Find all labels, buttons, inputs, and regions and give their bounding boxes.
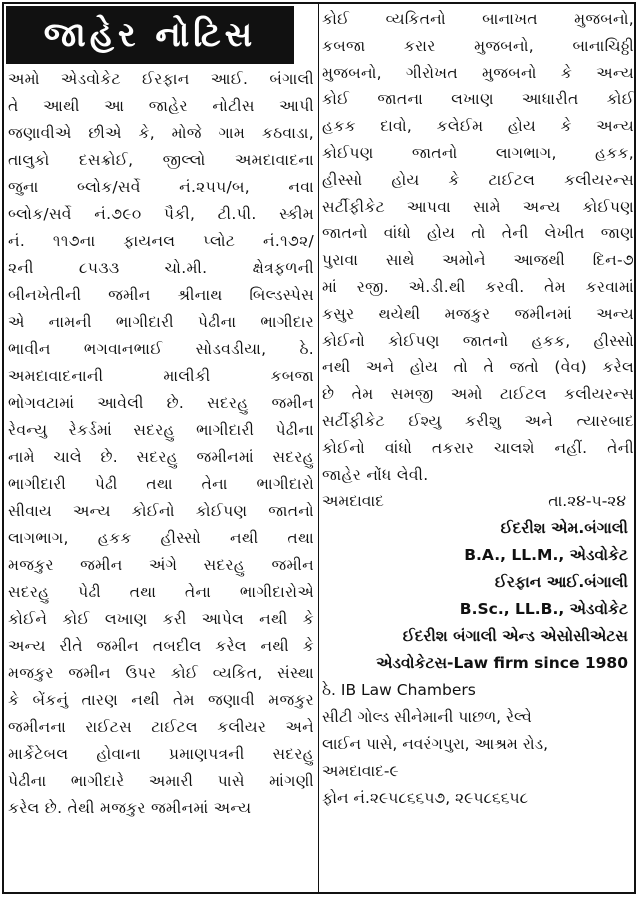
address-line: અમદાવાદ-૯ bbox=[322, 762, 399, 781]
text-line: કોઈને કોઈ લખાણ કરી આપેલ નથી કે bbox=[8, 610, 314, 628]
address-line: સીટી ગોલ્ડ સીનેમાની પાછળ, રેલ્વે bbox=[322, 708, 532, 727]
text-line: એ નામની ભાગીદારી પેઢીના ભાગીદાર bbox=[8, 313, 314, 331]
text-line: જાહેર નોંધ લેવી. bbox=[322, 465, 429, 484]
text-line: પેઢીના ભાગીદારે અમારી પાસે માંગણી bbox=[8, 772, 314, 790]
text-line: ભાગીદારી પેઢી તથા તેના ભાગીદારો bbox=[8, 475, 314, 493]
address-line: લાઈન પાસે, નવરંગપુરા, આશ્રમ રોડ, bbox=[322, 735, 549, 754]
notice-date: તા.૨૪-૫-૨૪ bbox=[548, 492, 626, 511]
text-line: ૨ની ૮૫૩૩ ચો.મી. ક્ષેત્રફળની bbox=[8, 259, 314, 277]
advocate2-name: ઈરફાન આઈ.બંગાલી bbox=[494, 573, 628, 592]
text-line: હકક દાવો, કલેઈમ હોય કે અન્ય bbox=[322, 117, 634, 136]
text-line: જમીનના રાઈટસ ટાઈટલ કલીયર અને bbox=[8, 718, 314, 736]
text-line: કરેલ છે. તેથી મજકુર જમીનમાં અન્ય bbox=[8, 799, 252, 817]
text-line: રેવન્યુ રેકર્ડમાં સદરહુ ભાગીદારી પેઢીના bbox=[8, 421, 314, 439]
text-line: કોઈનો કોઈપણ જાતનો હકક, હીસ્સો bbox=[322, 331, 634, 350]
text-line: લાગભાગ, હકક હીસ્સો નથી તથા bbox=[8, 529, 314, 547]
left-column bbox=[8, 66, 314, 822]
advocate1-name: ઈદરીશ એમ.બંગાલી bbox=[500, 519, 628, 538]
text-line: ભોગવટામાં આવેલી છે. સદરહુ જમીન bbox=[8, 394, 314, 412]
text-line: અમો એડવોકેટ ઈરફાન આઈ. બંગાલી bbox=[8, 70, 314, 88]
firm-name: ઈદરીશ બંગાલી એન્ડ એસોસીએટસ bbox=[402, 627, 628, 646]
right-column bbox=[322, 6, 634, 812]
text-line: અન્ય રીતે જમીન તબદીલ કરેલ નથી કે bbox=[8, 637, 314, 655]
text-line: જુના બ્લોક/સર્વે નં.૨૫૫/બ, નવા bbox=[8, 178, 314, 196]
text-line: તાલુકો દસક્રોઈ, જીલ્લો અમદાવાદના bbox=[8, 151, 314, 169]
text-line: જણાવીએ છીએ કે, મોજે ગામ કઠવાડા, bbox=[8, 124, 314, 142]
text-line: ભાવીન ભગવાનભાઈ સોડવડીયા, ઠે. bbox=[8, 340, 314, 358]
text-line: સદરહુ પેઢી તથા તેના ભાગીદારોએ bbox=[8, 583, 314, 601]
phone-numbers: ફોન નં.૨૯૫૮૬૬૫૭, ૨૯૫૮૬૬૫૮ bbox=[322, 789, 529, 808]
place: અમદાવાદ bbox=[322, 492, 384, 511]
column-divider bbox=[318, 4, 319, 892]
text-line: હીસ્સો હોય કે ટાઈટલ કલીયરન્સ bbox=[322, 170, 634, 189]
text-line: પુરાવા સાથે અમોને આજથી દિન-૭ bbox=[322, 251, 634, 270]
text-line: અમદાવાદનાની માલીકી કબજા bbox=[8, 367, 314, 385]
text-line: નથી અને હોય તો તે જતો (વેવ) કરેલ bbox=[322, 358, 634, 377]
text-line: જાતનો વાંધો હોય તો તેની લેખીત જાણ bbox=[322, 224, 634, 243]
text-line: કોઈનો વાંધો તકરાર ચાલશે નહીં. તેની bbox=[322, 438, 634, 457]
text-line: કબજા કરાર મુજબનો, બાનાચિઠ્ઠી bbox=[322, 36, 634, 55]
text-line: સર્ટીફીકેટ આપવા સામે અન્ય કોઈપણ bbox=[322, 197, 634, 216]
place-date-row bbox=[322, 488, 634, 515]
advocate1-degree: B.A., LL.M., એડવોકેટ bbox=[464, 546, 628, 565]
text-line: માં રજી. એ.ડી.થી કરવી. તેમ કરવામાં bbox=[322, 277, 634, 296]
text-line: કોઈ વ્યકિતનો બાનાખત મુજબનો, bbox=[322, 10, 634, 28]
text-line: મુજબનો, ગીરોખત મુજબનો કે અન્ય bbox=[322, 63, 634, 82]
text-line: બ્લોક/સર્વે નં.૭૯૦ પૈકી, ટી.પી. સ્કીમ bbox=[8, 205, 314, 223]
firm-tagline: એડવોકેટસ-Law firm since 1980 bbox=[376, 654, 628, 673]
text-line: નં. ૧૧૭ના ફાયનલ પ્લોટ નં.૧૭૨/ bbox=[8, 232, 314, 250]
text-line: સીવાય અન્ય કોઈનો કોઈપણ જાતનો bbox=[8, 502, 314, 520]
chambers: ઠે. IB Law Chambers bbox=[322, 681, 476, 700]
text-line: કોઈપણ જાતનો લાગભાગ, હકક, bbox=[322, 143, 634, 162]
text-line: કસુર થયેથી મજકુર જમીનમાં અન્ય bbox=[322, 304, 634, 323]
text-line: કોઈ જાતના લખાણ આધારીત કોઈ bbox=[322, 90, 634, 109]
text-line: કે બેંકનું તારણ નથી તેમ જણાવી મજકુર bbox=[8, 691, 314, 709]
text-line: નામે ચાલે છે. સદરહુ જમીનમાં સદરહુ bbox=[8, 448, 314, 466]
text-line: મજકુર જમીન ઉપર કોઈ વ્યકિત, સંસ્થા bbox=[8, 664, 314, 682]
text-line: માર્કેટેબલ હોવાના પ્રમાણપત્રની સદરહુ bbox=[8, 745, 314, 763]
signature-block bbox=[322, 488, 634, 812]
text-line: સર્ટીફીકેટ ઈશ્યુ કરીશુ અને ત્યારબાદ bbox=[322, 411, 634, 430]
text-line: બીનખેતીની જમીન શ્રીનાથ બિલ્ડસ્પેસ bbox=[8, 286, 314, 304]
advocate2-degree: B.Sc., LL.B., એડવોકેટ bbox=[459, 600, 628, 619]
notice-title-banner: જાહેર નોટિસ bbox=[6, 6, 294, 64]
text-line: તે આથી આ જાહેર નોટીસ આપી bbox=[8, 97, 314, 115]
text-line: છે તેમ સમજી અમો ટાઈટલ કલીયરન્સ bbox=[322, 385, 634, 404]
text-line: મજકુર જમીન અંગે સદરહુ જમીન bbox=[8, 556, 314, 574]
